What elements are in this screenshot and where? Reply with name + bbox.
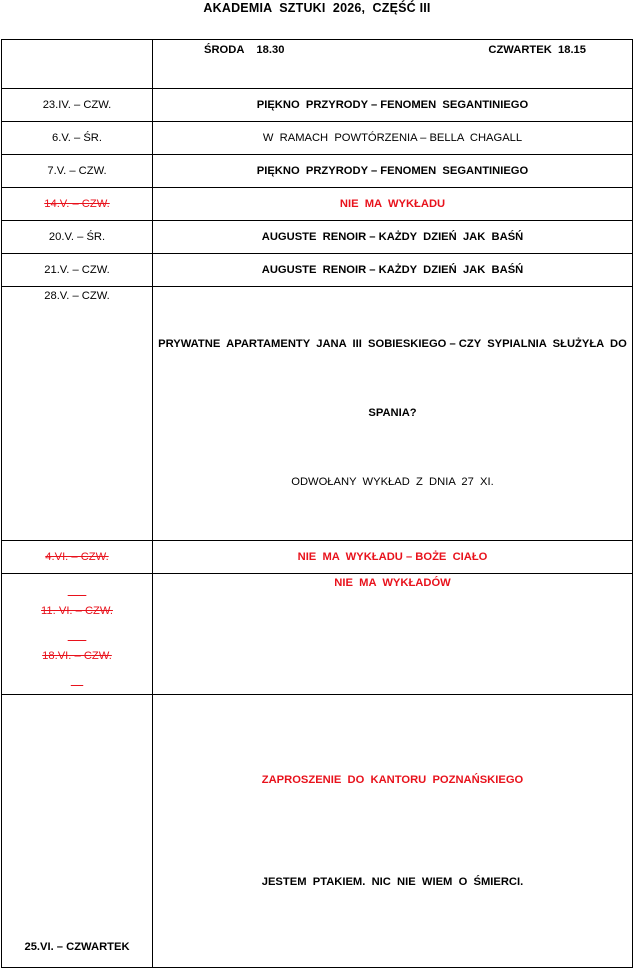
row-topic: PIĘKNO PRZYRODY – FENOMEN SEGANTINIEGO	[153, 155, 633, 188]
header-empty-cell	[2, 40, 153, 89]
table-row	[2, 221, 633, 254]
table-row	[2, 254, 633, 287]
row-topic: AUGUSTE RENOIR – KAŻDY DZIEŃ JAK BAŚŃ	[153, 221, 633, 254]
row-dates-cancelled	[2, 574, 153, 695]
row-date-line1: 11. VI. – CZW.	[41, 605, 113, 617]
row-date: 21.V. – CZW.	[2, 254, 153, 287]
row-topic-line2: JESTEM PTAKIEM. NIC NIE WIEM O ŚMIERCI.	[261, 876, 524, 888]
row-topic-line2: SPANIA?	[368, 407, 417, 419]
row-topic-invitation: ZAPROSZENIE DO KANTORU POZNAŃSKIEGO	[261, 774, 524, 786]
table-row-cancelled	[2, 574, 633, 695]
table-row	[2, 122, 633, 155]
header-thursday: CZWARTEK 18.15	[488, 44, 586, 56]
row-date: 28.V. – CZW.	[2, 287, 153, 541]
schedule-table	[1, 39, 633, 968]
row-topic-multiline	[153, 695, 633, 968]
row-date-line2: 18.VI. – CZW.	[42, 650, 112, 662]
row-topic-line1: PRYWATNE APARTAMENTY JANA III SOBIESKIEGO – CZY SYPIALNIA SŁUŻYŁA DO	[158, 338, 627, 350]
table-row	[2, 287, 633, 541]
table-row	[2, 89, 633, 122]
row-topic-note: ODWOŁANY WYKŁAD Z DNIA 27 XI.	[291, 476, 494, 488]
page-title: AKADEMIA SZTUKI 2026, CZĘŚĆ III	[203, 1, 431, 15]
row-date: 20.V. – ŚR.	[2, 221, 153, 254]
header-days-cell	[153, 40, 633, 89]
row-topic-cancelled: NIE MA WYKŁADU – BOŻE CIAŁO	[153, 541, 633, 574]
row-topic: AUGUSTE RENOIR – KAŻDY DZIEŃ JAK BAŚŃ	[153, 254, 633, 287]
row-date-cancelled: 4.VI. – CZW.	[2, 541, 153, 574]
row-date: 23.IV. – CZW.	[2, 89, 153, 122]
header-row	[2, 40, 633, 89]
row-topic-multiline	[153, 287, 633, 541]
row-topic: PIĘKNO PRZYRODY – FENOMEN SEGANTINIEGO	[153, 89, 633, 122]
row-date: 6.V. – ŚR.	[2, 122, 153, 155]
row-date-cancelled: 14.V. – CZW.	[2, 188, 153, 221]
row-topic-cancelled: NIE MA WYKŁADÓW	[153, 574, 633, 695]
table-row	[2, 695, 633, 968]
header-wednesday: ŚRODA 18.30	[204, 44, 285, 56]
row-date: 7.V. – CZW.	[2, 155, 153, 188]
row-topic: W RAMACH POWTÓRZENIA – BELLA CHAGALL	[153, 122, 633, 155]
row-topic-cancelled: NIE MA WYKŁADU	[153, 188, 633, 221]
table-row	[2, 155, 633, 188]
table-row-cancelled	[2, 541, 633, 574]
table-row-cancelled	[2, 188, 633, 221]
row-date: 25.VI. – CZWARTEK	[2, 695, 153, 968]
